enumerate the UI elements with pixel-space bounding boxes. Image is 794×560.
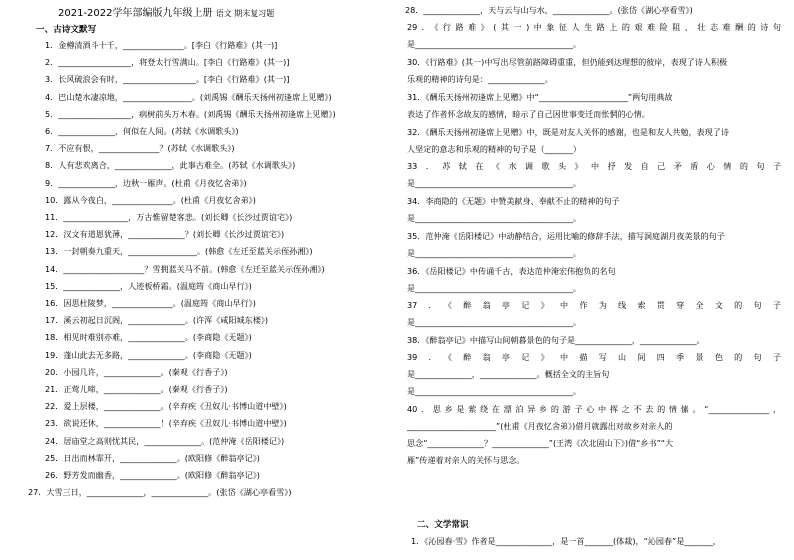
question-line: 11．________________，万古惟留楚客悲。(刘长卿《长沙过贾谊宅》) <box>45 212 293 222</box>
question-line: 22．爱上层楼，______________。(辛弃疾《丑奴儿·书博山道中壁》) <box>45 401 287 412</box>
question-line: 是_______________________________________。 <box>407 39 582 49</box>
question-line: 30．《行路难》(其一)中写出尽管前路障碍重重，但仍能到达理想的彼岸，表现了诗人积极 <box>407 57 728 67</box>
question-line: ______________________”(杜甫《月夜忆舍弟》)借月就露出对故乡对亲人的 <box>407 421 673 431</box>
question-line: 36．《岳阳楼记》中传诵千古，表达范仲淹宏伟抱负的名句 <box>407 266 616 276</box>
question-line: 乐观的精神的诗句是：______________。 <box>407 74 553 84</box>
title-sub: 语文 期末复习题 <box>215 9 275 18</box>
question-line: 雁”传递着对亲人的关怀与思念。 <box>407 455 525 465</box>
question-line: 12．汉文有道恩犹薄，______________？(刘长卿《长沙过贾谊宅》) <box>45 229 285 240</box>
question-line: 35．范仲淹《岳阳楼记》中动静结合，运用比喻的修辞手法，描写洞庭湖月夜美景的句子 <box>407 231 725 241</box>
page-title <box>58 4 274 19</box>
question-line: 是_______________________________________。 <box>407 178 582 188</box>
question-line: 是_______________________________________。 <box>407 386 582 396</box>
question-line: 6．______________，何似在人间。(苏轼《水调歌头》) <box>45 126 239 136</box>
question-line: 23．欲说还休，______________！(辛弃疾《丑奴儿·书博山道中壁》) <box>45 418 287 429</box>
question-line: 25．日出而林霏开，______________。(欧阳修《醉翁亭记》) <box>45 452 260 463</box>
question-line: 是_______________________________________。 <box>407 317 582 327</box>
question-line: 37．《醉翁亭记》中作为线索贯穿全文的句子 <box>407 300 781 310</box>
question-line: 16．因思杜陵梦，_______________。(温庭筠《商山早行》) <box>45 298 256 308</box>
question-line: 34．李商隐的《无题》中赞美献身、奉献不止的精神的句子 <box>407 196 620 206</box>
question-line: 是_______________________________________。 <box>407 283 582 293</box>
question-line: 24．居庙堂之高则忧其民，______________。(范仲淹《岳阳楼记》) <box>45 435 285 446</box>
question-line: 39．《醉翁亭记》中描写山间四季景色的句子 <box>407 352 781 362</box>
question-line: 32．《酬乐天扬州初逢席上见赠》中，既是对友人关怀的感谢，也是和友人共勉，表现了诗 <box>407 127 729 137</box>
question-line: 是_______________________________________。 <box>407 248 582 258</box>
question-line: 33．苏轼在《水调歌头》中抒发自己矛盾心情的句子 <box>407 161 781 171</box>
question-line: 是_______________________________________。 <box>407 213 582 223</box>
question-line: 3．长风破浪会有时，__________________。[李白《行路难》(其一)] <box>45 74 290 85</box>
question-line: 2．__________________，将登太行雪满山。[李白《行路难》(其一)] <box>45 57 290 68</box>
question-line: 26．野芳发而幽香，______________。(欧阳修《醉翁亭记》) <box>45 470 260 480</box>
question-line: 表达了作者怀念故友的感情，暗示了自己因世事变迁而怅惘的心情。 <box>407 109 650 119</box>
question-line: 5．__________________，病树前头万木春。(刘禹锡《酬乐天扬州初逢席上见赠》) <box>45 108 336 119</box>
question-line: 10．露从今夜白，_______________。(杜甫《月夜忆舍弟》) <box>45 194 256 205</box>
question-line: 20．小园几许，______________。(秦观《行香子》) <box>45 366 228 377</box>
question-line: 13．一封朝奏九重天，_________________。(韩愈《左迁至蓝关示侄孙湘》) <box>45 246 313 257</box>
question-line: 28．______________，天与云与山与水，______________。(张岱《湖心亭看雪》) <box>405 5 693 15</box>
title-main: 2021-2022学年部编版九年级上册 <box>58 8 213 19</box>
question-line: 18．相见时难别亦难，______________。(李商隐《无题》) <box>45 332 252 343</box>
question-line: 38．《醉翁亭记》中描写山间朝暮景色的句子是______________，______________。 <box>407 335 705 345</box>
question-line: 15．______________，人迹板桥霜。(温庭筠《商山早行》) <box>45 280 252 291</box>
question-line: 人坚定的意志和乐观的精神的句子是（_______） <box>407 144 582 154</box>
section-heading-literature: 二、文学常识 <box>417 520 469 530</box>
question-line: 21．正莺儿啼，______________。(秦观《行香子》) <box>45 384 228 394</box>
question-line: 40．思乡是萦绕在漂泊异乡的游子心中挥之不去的情愫。“_______________， <box>407 404 781 414</box>
question-line: 31．《酬乐天扬州初逢席上见赠》中“______________________”两句用典故 <box>407 92 673 102</box>
question-line: 29．《行路难》(其一)中象征人生路上的艰难险阻、壮志难酬的诗句 <box>407 22 781 32</box>
question-line: 4．巴山楚水凄凉地，_________________。(刘禹锡《酬乐天扬州初逢席上见赠》) <box>45 91 332 102</box>
question-line: 8．人有悲欢离合，______________，此事古难全。(苏轼《水调歌头》) <box>45 160 296 171</box>
literature-question-1: 1．《沁园春·雪》作者是______________，是一首_______(体裁)，“沁园春”是_______， <box>411 536 721 546</box>
question-line: 9．______________，边秋一雁声。(杜甫《月夜忆舍弟》) <box>45 177 247 188</box>
question-line: 17．溪云初起日沉阁，______________。(许浑《咸阳城东楼》) <box>45 315 269 326</box>
question-line: 19．蓬山此去无多路，______________。(李商隐《无题》) <box>45 349 252 360</box>
question-line: 27．大雪三日，______________，______________。(张岱《湖心亭看雪》) <box>28 487 292 498</box>
question-line: 7．不应有恨，_______________？(苏轼《水调歌头》) <box>45 143 235 154</box>
question-line: 1．金樽清酒斗十千，_______________。[李白《行路难》(其一)] <box>45 40 278 50</box>
section-heading-poetry: 一、古诗文默写 <box>36 25 97 35</box>
question-line: 是______________，______________。概括全文的主旨句 <box>407 369 610 379</box>
question-line: 14．____________________？雪拥蓝关马不前。(韩愈《左迁至蓝关示侄孙湘》) <box>45 263 325 274</box>
question-line: 思念“______________？______________”(王湾《次北固山下》)借“乡书”“大 <box>407 438 674 448</box>
